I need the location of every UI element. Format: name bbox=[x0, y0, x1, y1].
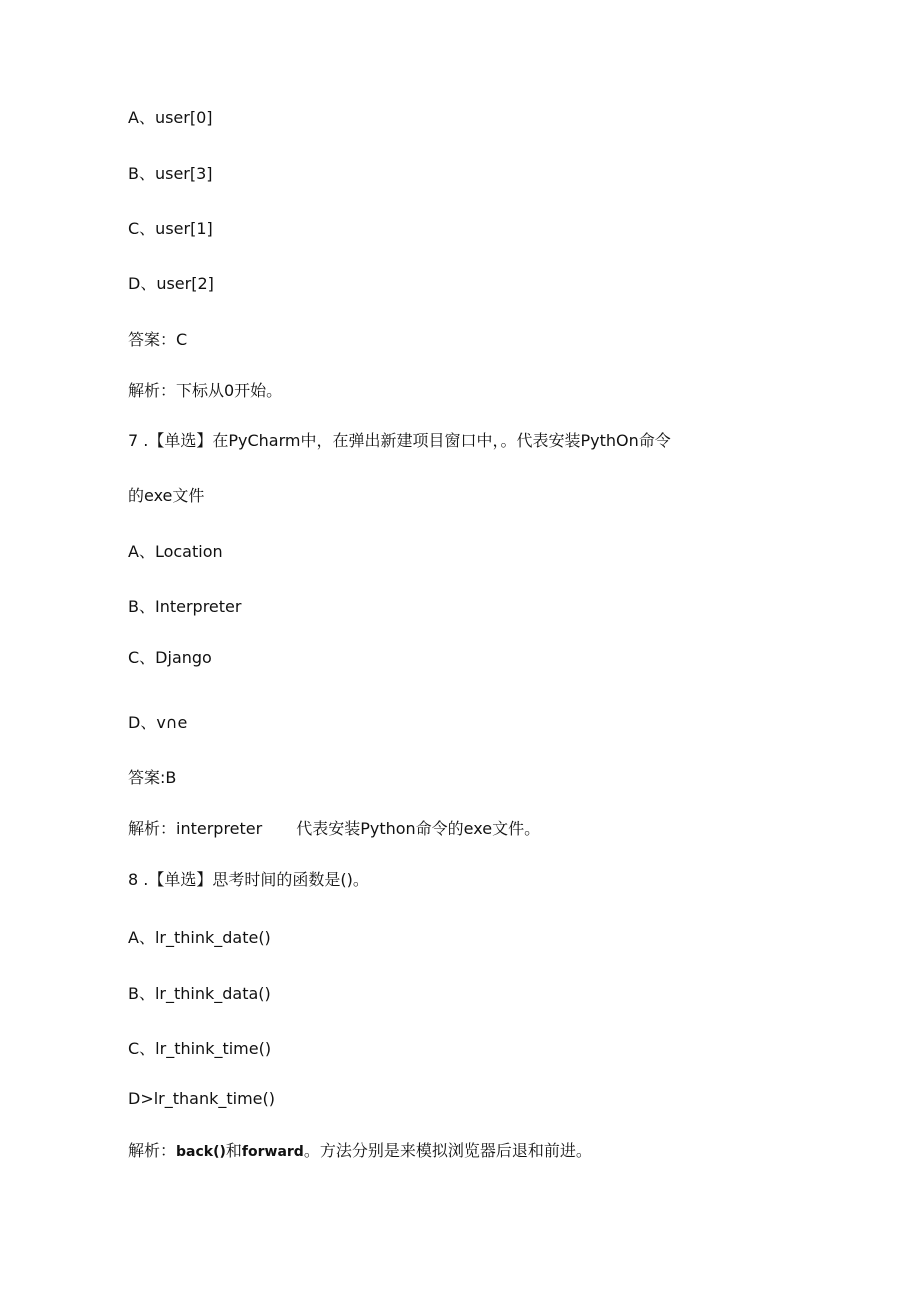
option-b: B、lr_think_data() bbox=[128, 984, 271, 1003]
analysis-prefix: 解析：interpreter bbox=[128, 819, 263, 838]
analysis-code-back: back() bbox=[176, 1144, 226, 1160]
analysis-text: 。方法分别是来模拟浏览器后退和前进。 bbox=[303, 1141, 592, 1160]
option-c: C、Django bbox=[128, 648, 212, 667]
option-c: C、lr_think_time() bbox=[128, 1039, 272, 1058]
analysis-code-forward: forward bbox=[241, 1144, 304, 1160]
question-stem: 7 .【单选】在PyCharm中，在弹出新建项目窗口中，。代表安装PythOn命令 bbox=[128, 431, 671, 450]
option-b: B、user[3] bbox=[128, 164, 213, 183]
question-stem-continued: 的exe文件 bbox=[128, 486, 205, 505]
option-d: D、v∩e bbox=[128, 713, 188, 732]
analysis: 解析：下标从0开始。 bbox=[128, 381, 283, 400]
option-d: D>lr_thank_time() bbox=[128, 1089, 276, 1108]
option-c: C、user[1] bbox=[128, 219, 213, 238]
option-a: A、Location bbox=[128, 542, 223, 561]
analysis-conjunction: 和 bbox=[225, 1141, 242, 1160]
answer: 答案：C bbox=[128, 330, 188, 349]
option-a: A、lr_think_date() bbox=[128, 928, 271, 947]
analysis bbox=[128, 819, 540, 839]
analysis bbox=[128, 1141, 592, 1162]
option-a: A、user[0] bbox=[128, 108, 213, 127]
option-b: B、Interpreter bbox=[128, 597, 242, 616]
question-stem: 8 .【单选】思考时间的函数是()。 bbox=[128, 870, 369, 889]
option-d: D、user[2] bbox=[128, 274, 214, 293]
analysis-text: 代表安装Python命令的exe文件。 bbox=[296, 819, 541, 838]
analysis-prefix: 解析： bbox=[128, 1141, 177, 1160]
answer: 答案:B bbox=[128, 768, 177, 787]
